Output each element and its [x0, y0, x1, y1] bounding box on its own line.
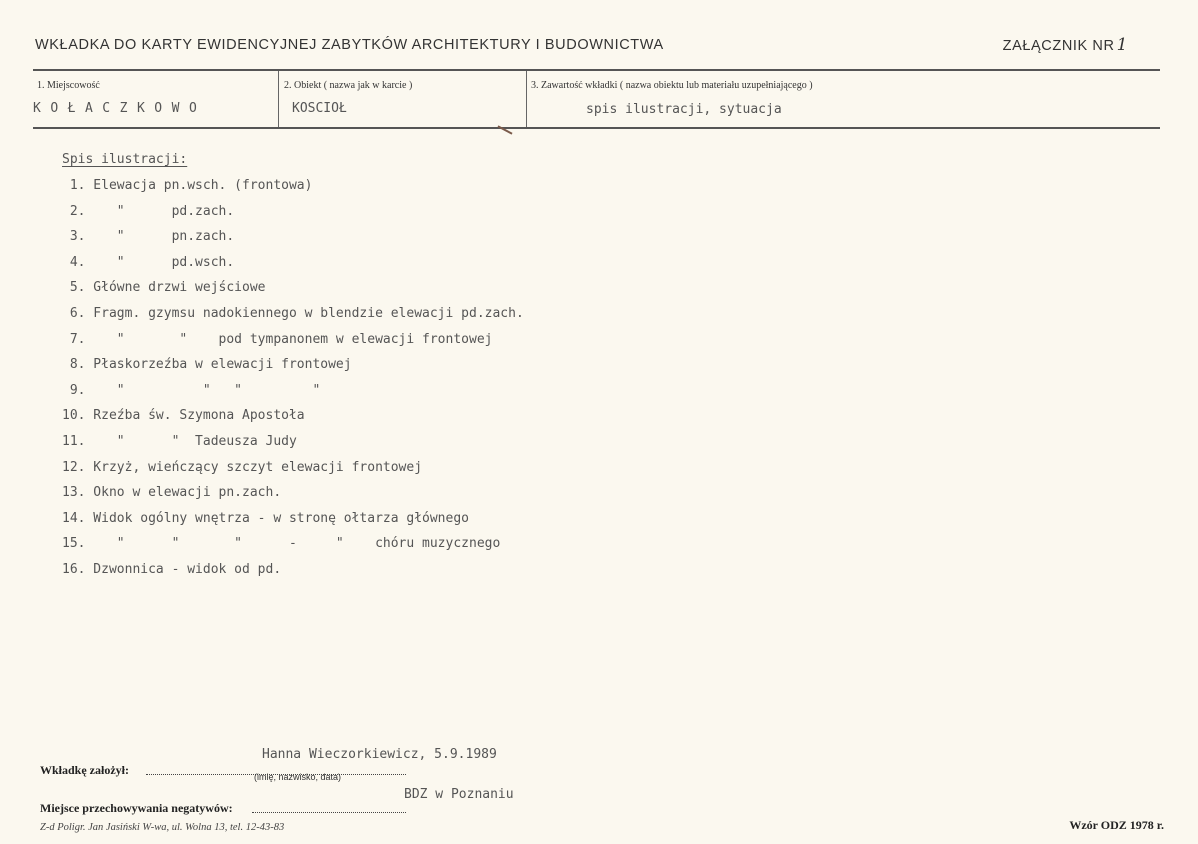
list-item: 2. " pd.zach.	[62, 203, 235, 219]
list-item: 14. Widok ogólny wnętrza - w stronę ołtarza głównego	[62, 510, 469, 526]
contents-value: spis ilustracji, sytuacja	[586, 102, 782, 117]
storage-dotted-line	[252, 812, 406, 813]
list-item: 4. " pd.wsch.	[62, 254, 235, 270]
founder-value: Hanna Wieczorkiewicz, 5.9.1989	[262, 747, 497, 762]
list-item: 12. Krzyż, wieńczący szczyt elewacji frontowej	[62, 459, 423, 475]
list-item: 10. Rzeźba św. Szymona Apostoła	[62, 408, 305, 424]
list-item: 9. " " " "	[62, 382, 321, 398]
founder-caption: (imię, nazwisko, data)	[254, 772, 342, 782]
object-label: 2. Obiekt ( nazwa jak w karcie )	[284, 80, 413, 91]
attachment-number	[1003, 35, 1128, 55]
storage-label: Miejsce przechowywania negatywów:	[40, 801, 233, 815]
attachment-handwritten-number: 1	[1116, 35, 1128, 55]
list-item: 7. " " pod tympanonem w elewacji frontowej	[62, 331, 493, 347]
illustration-list-title: Spis ilustracji:	[62, 152, 188, 167]
printer-imprint: Z-d Poligr. Jan Jasiński W-wa, ul. Wolna 13, tel. 12-43-83	[40, 822, 285, 833]
list-item: 5. Główne drzwi wejściowe	[62, 280, 266, 296]
list-item: 16. Dzwonnica - widok od pd.	[62, 561, 282, 577]
field-divider-2	[526, 71, 527, 127]
list-item: 8. Płaskorzeźba w elewacji frontowej	[62, 357, 352, 373]
document-title: WKŁADKA DO KARTY EWIDENCYJNEJ ZABYTKÓW ARCHITEKTURY I BUDOWNICTWA	[35, 37, 664, 53]
template-mark: Wzór ODZ 1978 r.	[1069, 818, 1164, 832]
field-divider-1	[278, 71, 279, 127]
header-top-rule	[33, 69, 1160, 71]
illustration-list	[62, 178, 524, 588]
locality-label: 1. Miejscowość	[37, 80, 100, 91]
locality-value: KOŁACZKOWO	[33, 101, 207, 116]
contents-label: 3. Zawartość wkładki ( nazwa obiektu lub materiału uzupełniającego )	[531, 80, 813, 91]
storage-value: BDZ w Poznaniu	[404, 787, 514, 802]
list-item: 1. Elewacja pn.wsch. (frontowa)	[62, 178, 313, 193]
founder-label: Wkładkę założył:	[40, 763, 129, 777]
list-item: 13. Okno w elewacji pn.zach.	[62, 485, 282, 501]
object-value: KOSCIOŁ	[292, 101, 347, 116]
list-item: 3. " pn.zach.	[62, 229, 235, 245]
header-bottom-rule	[33, 127, 1160, 129]
attachment-label: ZAŁĄCZNIK NR	[1002, 38, 1115, 54]
list-item: 15. " " " - " chóru muzycznego	[62, 536, 501, 552]
list-item: 6. Fragm. gzymsu nadokiennego w blendzie elewacji pd.zach.	[62, 305, 524, 321]
list-item: 11. " " Tadeusza Judy	[62, 433, 297, 449]
